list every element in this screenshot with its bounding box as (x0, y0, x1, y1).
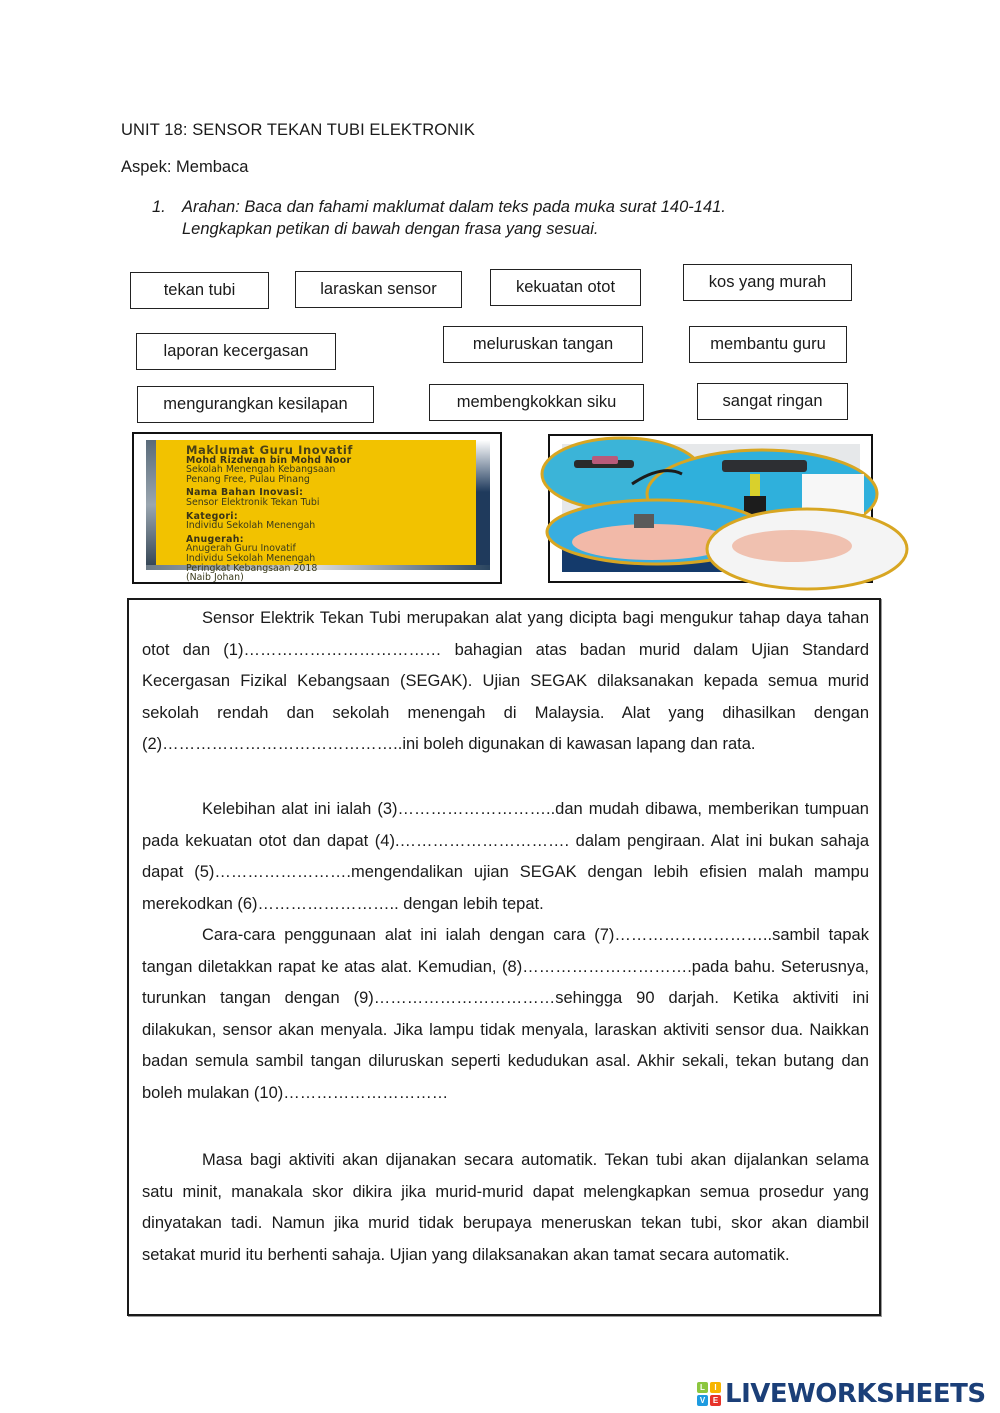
word-chip-mengurangkan-kesilapan[interactable]: mengurangkan kesilapan (137, 386, 374, 423)
paragraph-4-text: Masa bagi aktiviti akan dijanakan secara automatik. Tekan tubi akan dijalankan selama satu minit, manakala skor dikira jika murid-murid dapat melengkapkan semua prosedur yang dinyatakan tadi. Namun jika murid tidak berupaya meneruskan tekan tubi, skor akan diambil setakat murid itu berhenti sahaja. Ujian yang dilaksanakan akan tamat secara automatik. (142, 1151, 869, 1264)
award-line-2: Individu Sekolah Menengah (186, 552, 316, 564)
word-chip-kekuatan-otot[interactable]: kekuatan otot (490, 269, 641, 306)
innovation-value: Sensor Elektronik Tekan Tubi (186, 496, 320, 508)
logo-letter-i: I (710, 1382, 721, 1393)
card-right-edge (476, 440, 490, 570)
aspect-label: Aspek: Membaca (121, 158, 249, 176)
paragraph-1 (142, 603, 869, 761)
paragraph-4 (142, 1145, 869, 1271)
teacher-name: Mohd Rizdwan bin Mohd Noor (186, 454, 352, 466)
card-left-edge (146, 440, 156, 570)
word-chip-tekan-tubi[interactable]: tekan tubi (130, 272, 269, 309)
info-card-text (186, 443, 353, 584)
award-label: Anugerah: (186, 533, 244, 545)
word-chip-membantu-guru[interactable]: membantu guru (689, 326, 847, 363)
category-value: Individu Sekolah Menengah (186, 520, 316, 532)
paragraph-3 (142, 920, 869, 1110)
category-label: Kategori: (186, 510, 238, 522)
award-line-1: Anugerah Guru Inovatif (186, 543, 296, 555)
word-chip-laporan-kecergasan[interactable]: laporan kecergasan (136, 333, 336, 370)
instruction-number: 1. (152, 198, 166, 216)
reading-passage-box (127, 598, 881, 1316)
unit-title: UNIT 18: SENSOR TEKAN TUBI ELEKTRONIK (121, 121, 475, 139)
word-chip-kos-yang-murah[interactable]: kos yang murah (683, 264, 852, 301)
collage-illustration-icon (562, 444, 860, 572)
device-photo-collage (548, 434, 873, 583)
word-chip-laraskan-sensor[interactable]: laraskan sensor (295, 271, 462, 308)
innovation-label: Nama Bahan Inovasi: (186, 487, 304, 499)
yellow-info-card (146, 440, 490, 584)
award-line-4: (Naib Johan) (186, 572, 244, 584)
school-line-1: Sekolah Menengah Kebangsaan (186, 464, 336, 476)
logo-letter-v: V (697, 1395, 708, 1406)
paragraph-1-text: Sensor Elektrik Tekan Tubi merupakan alat yang dicipta bagi mengukur tahap daya tahan otot dan (1)……………………………… bahagian atas badan murid dalam Ujian Standard Kecergasan Fizikal Kebangsaan (SEGAK). Ujian SEGAK dilaksanakan kepada semua murid sekolah rendah dan sekolah menengah di Malaysia. Alat yang dihasilkan dengan (2)……………………………………..ini boleh digunakan di kawasan lapang dan rata. (142, 609, 869, 754)
school-line-2: Penang Free, Pulau Pinang (186, 473, 310, 485)
instruction (152, 196, 912, 240)
instruction-line-2: Lengkapkan petikan di bawah dengan frasa yang sesuai. (182, 220, 599, 238)
word-chip-meluruskan-tangan[interactable]: meluruskan tangan (443, 326, 643, 363)
logo-letter-e: E (710, 1395, 721, 1406)
info-card-image (132, 432, 502, 584)
photo-collage-area (562, 444, 860, 572)
award-line-3: Peringkat Kebangsaan 2018 (186, 562, 318, 574)
liveworksheets-logo[interactable] (697, 1380, 986, 1408)
paragraph-3-text: Cara-cara penggunaan alat ini ialah dengan cara (7)………………………..sambil tapak tangan diletakkan rapat ke atas alat. Kemudian, (8)………………………….pada bahu. Seterusnya, turunkan tangan dengan (9)……………………………sehingga 90 darjah. Ketika aktiviti ini dilakukan, sensor akan menyala. Jika lampu tidak menyala, laraskan aktiviti sensor dua. Naikkan badan semula sambil tangan diluruskan seperti kedudukan asal. Akhir sekali, tekan butang dan boleh mulakan (10)………………………… (142, 926, 869, 1102)
word-chip-membengkokkan-siku[interactable]: membengkokkan siku (429, 384, 644, 421)
word-chip-sangat-ringan[interactable]: sangat ringan (697, 383, 848, 420)
live-blocks-icon (697, 1382, 721, 1406)
logo-text: LIVEWORKSHEETS (725, 1379, 986, 1409)
paragraph-2 (142, 794, 869, 920)
paragraph-2-text: Kelebihan alat ini ialah (3)………………………..dan mudah dibawa, memberikan tumpuan pada kekuatan otot dan dapat (4).…………………………. dalam pengiraan. Alat ini bukan sahaja dapat (5)…………………….mengendalikan ujian SEGAK dengan lebih efisien malah mampu merekodkan (6)…………………….. dengan lebih tepat. (142, 800, 869, 913)
info-card-title: Maklumat Guru Inovatif (186, 443, 353, 457)
instruction-line-1: Arahan: Baca dan fahami maklumat dalam teks pada muka surat 140-141. (182, 198, 726, 216)
logo-letter-l: L (697, 1382, 708, 1393)
